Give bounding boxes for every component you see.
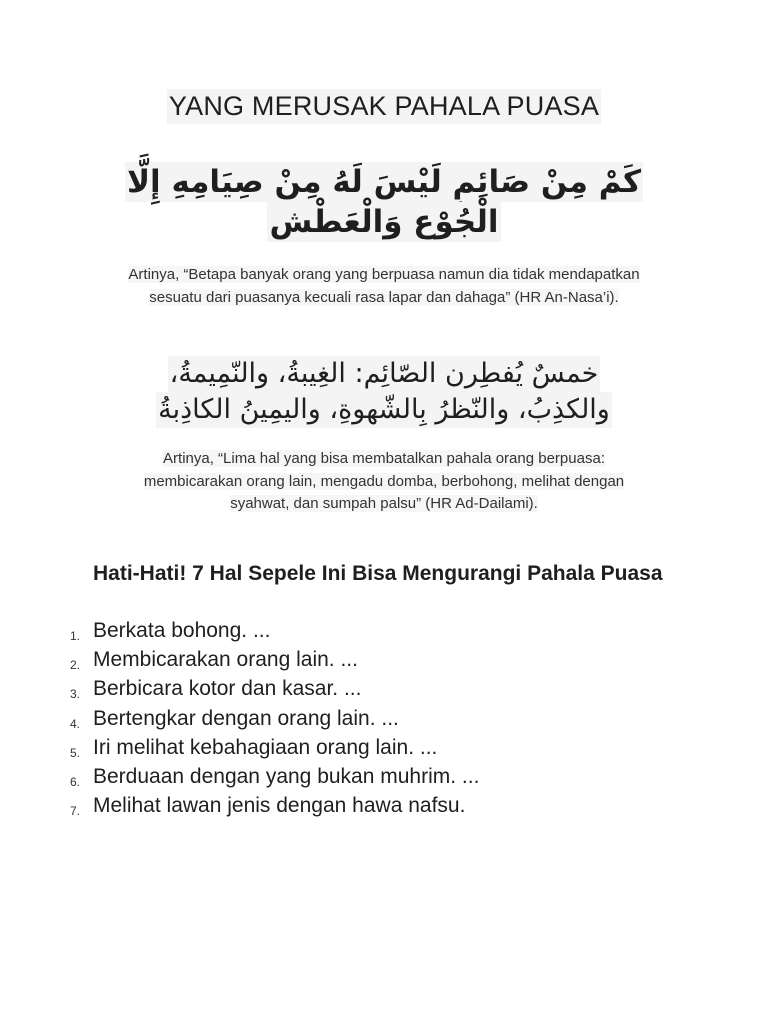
- hadith-2-translation-line-3: syahwat, dan sumpah palsu” (HR Ad-Dailami).: [230, 495, 538, 512]
- hadith-2-arabic: [90, 356, 678, 428]
- hadith-2-arabic-line-1: خمسٌ يُفطِرن الصّائِم: الغِيبةُ، والنّمِيمةُ،: [168, 356, 601, 392]
- hadith-2-translation-line-2: membicarakan orang lain, mengadu domba, berbohong, melihat dengan: [143, 472, 625, 490]
- list-item-number: 1.: [69, 629, 80, 643]
- list-item-text: Berbicara kotor dan kasar. ...: [93, 677, 362, 701]
- list-item-number: 3.: [69, 687, 80, 702]
- list-item: [0, 765, 768, 794]
- list-item: [0, 619, 768, 648]
- title-container: [0, 89, 768, 124]
- hadith-2-arabic-line-2: والكذِبُ، والنّظرُ بِالشّهوةِ، واليمِينُ الكاذِبةُ: [156, 392, 612, 428]
- hadith-1-translation: [95, 264, 673, 309]
- list-item: [0, 707, 768, 736]
- list-item-text: Membicarakan orang lain. ...: [93, 648, 358, 672]
- hadith-2-translation-line-1: Artinya, “Lima hal yang bisa membatalkan pahala orang berpuasa:: [163, 450, 605, 467]
- list-item: [0, 677, 768, 706]
- list-item-text: Bertengkar dengan orang lain. ...: [93, 706, 399, 730]
- list-item-text: Berduaan dengan yang bukan muhrim. ...: [93, 764, 480, 788]
- hadith-1-translation-line-2: sesuatu dari puasanya kecuali rasa lapar dan dahaga” (HR An-Nasa’i).: [149, 288, 619, 306]
- hadith-1-translation-line-1: Artinya, “Betapa banyak orang yang berpuasa namun dia tidak mendapatkan: [128, 266, 640, 283]
- hadith-1-arabic-line-2: الْجُوْع وَالْعَطْش: [269, 204, 499, 240]
- hadith-1-arabic: [90, 162, 678, 242]
- list-item-text: Berkata bohong. ...: [93, 619, 271, 642]
- numbered-list: [0, 619, 768, 823]
- page-title: YANG MERUSAK PAHALA PUASA: [167, 89, 601, 124]
- list-item: [0, 648, 768, 677]
- hadith-1-arabic-line-1: كَمْ مِنْ صَائِمٍ لَيْسَ لَهُ مِنْ صِيَامِهِ إِلَّا: [126, 164, 642, 200]
- list-item: [0, 794, 768, 823]
- list-item-number: 4.: [69, 716, 80, 731]
- list-item: [0, 736, 768, 765]
- list-item-number: 2.: [69, 658, 80, 673]
- list-item-number: 7.: [69, 804, 80, 819]
- list-item-number: 6.: [69, 774, 80, 789]
- list-item-number: 5.: [69, 745, 80, 760]
- hadith-2-translation: [95, 448, 673, 516]
- section-heading: Hati-Hati! 7 Hal Sepele Ini Bisa Mengurangi Pahala Puasa: [93, 562, 663, 585]
- list-item-text: Iri melihat kebahagiaan orang lain. ...: [93, 735, 438, 759]
- list-item-text: Melihat lawan jenis dengan hawa nafsu.: [93, 794, 466, 818]
